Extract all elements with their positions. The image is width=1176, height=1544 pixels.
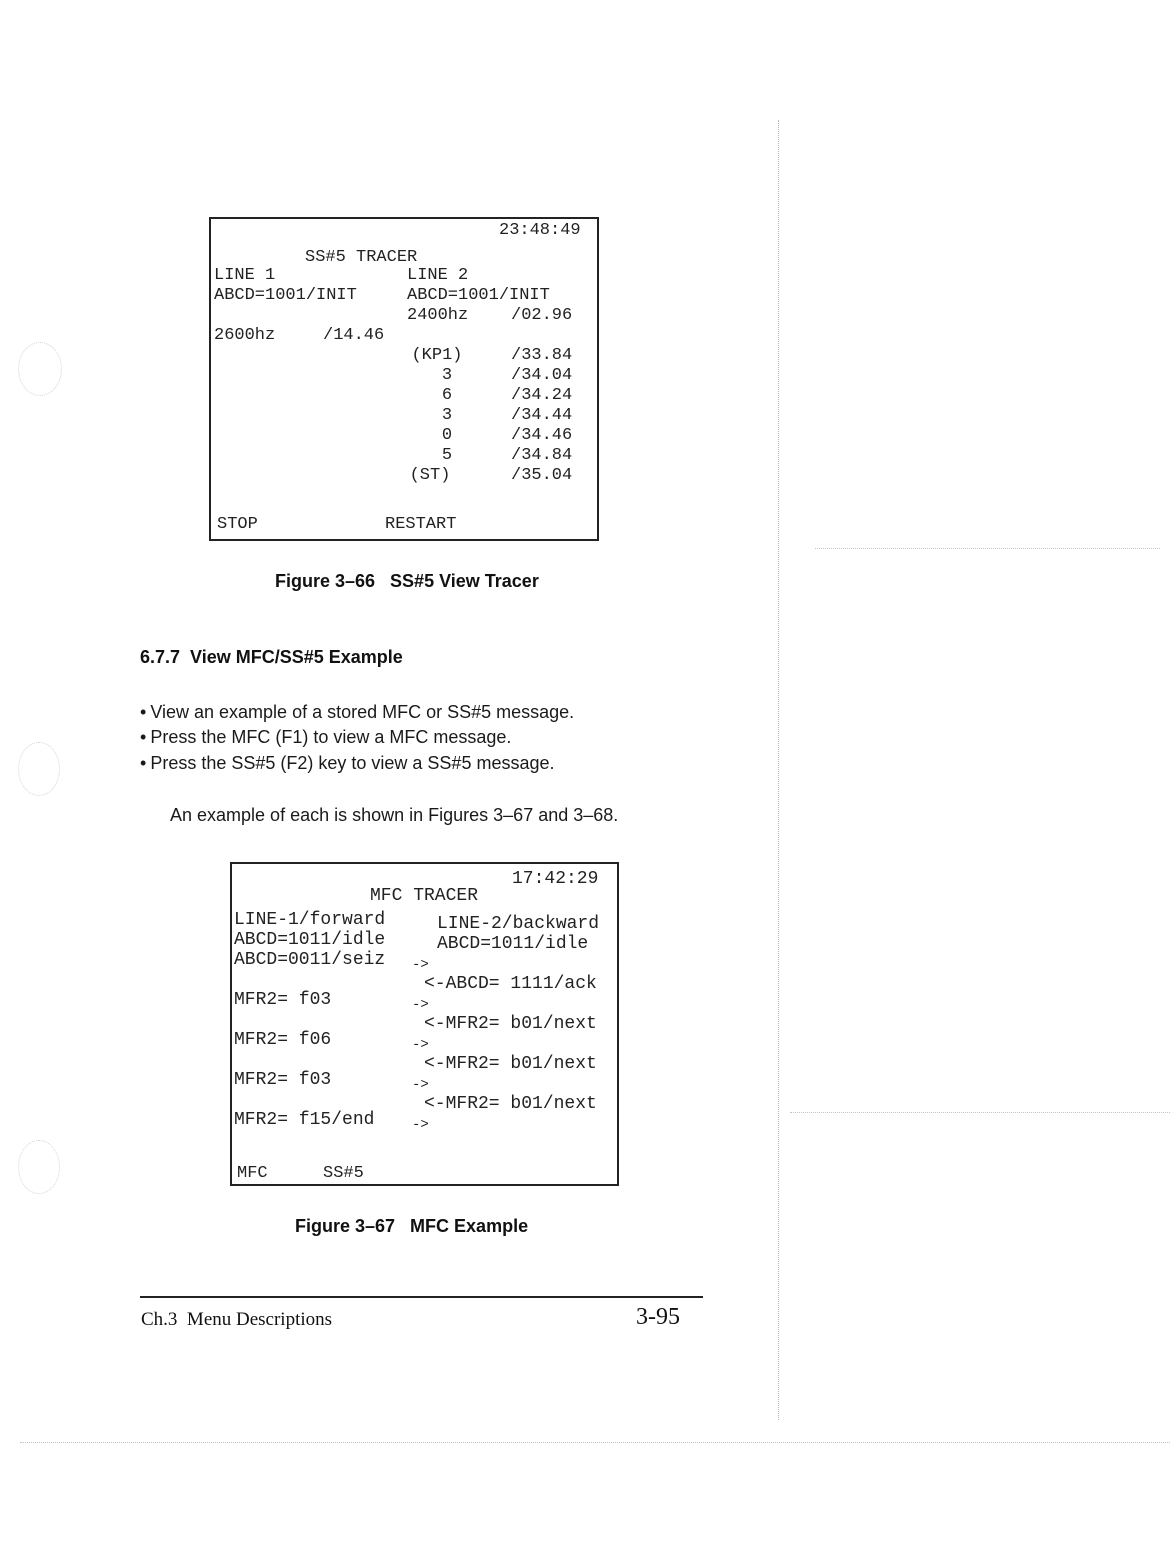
digit-time: /34.46 bbox=[511, 426, 573, 445]
line2-abcd: ABCD=1001/INIT bbox=[407, 286, 550, 305]
page-gutter-line bbox=[778, 120, 779, 1420]
clock-readout: 17:42:29 bbox=[512, 869, 599, 889]
line2-tone: 2400hz bbox=[407, 306, 469, 325]
line2-abcd: ABCD=1011/idle bbox=[437, 934, 589, 954]
digit-time: /33.84 bbox=[511, 346, 573, 365]
scan-dots bbox=[815, 548, 1160, 549]
forward-arrow: -> bbox=[412, 1037, 429, 1053]
forward-signal: MFR2= f03 bbox=[234, 990, 332, 1010]
page-number: 3-95 bbox=[636, 1304, 680, 1330]
punch-hole-mark bbox=[18, 1140, 60, 1194]
digit-label: 3 bbox=[441, 366, 453, 385]
digit-label: 3 bbox=[441, 406, 453, 425]
bullet-item bbox=[140, 753, 555, 774]
figure-caption: Figure 3–66 SS#5 View Tracer bbox=[275, 571, 539, 591]
forward-arrow: -> bbox=[412, 1077, 429, 1093]
forward-arrow: -> bbox=[412, 997, 429, 1013]
line2-header: LINE-2/backward bbox=[437, 914, 600, 934]
bullet-marker: • bbox=[140, 727, 147, 747]
footer-rule bbox=[140, 1296, 703, 1298]
restart-softkey[interactable]: RESTART bbox=[385, 515, 457, 534]
digit-time: /34.24 bbox=[511, 386, 573, 405]
bullet-item bbox=[140, 702, 574, 723]
clock-readout: 23:48:49 bbox=[499, 221, 581, 240]
line2-header: LINE 2 bbox=[407, 266, 469, 285]
screen-title: SS#5 TRACER bbox=[305, 248, 418, 267]
line2-tone-time: /02.96 bbox=[511, 306, 573, 325]
backward-signal: <-MFR2= b01/next bbox=[424, 1014, 597, 1034]
backward-signal: <-MFR2= b01/next bbox=[424, 1094, 597, 1114]
bullet-marker: • bbox=[140, 702, 147, 722]
seize-signal: ABCD=0011/seiz bbox=[234, 950, 386, 970]
mfc-tracer-screen bbox=[230, 862, 619, 1186]
digit-time: /34.44 bbox=[511, 406, 573, 425]
bullet-marker: • bbox=[140, 753, 147, 773]
bullet-text: Press the MFC (F1) to view a MFC message. bbox=[150, 727, 512, 747]
bullet-item bbox=[140, 727, 511, 748]
digit-time: /34.84 bbox=[511, 446, 573, 465]
punch-hole-mark bbox=[18, 342, 62, 396]
figure-caption: Figure 3–67 MFC Example bbox=[295, 1216, 529, 1236]
line1-tone: 2600hz bbox=[214, 326, 276, 345]
forward-arrow: -> bbox=[412, 957, 429, 973]
line1-tone-time: /14.46 bbox=[323, 326, 385, 345]
screen-title: MFC TRACER bbox=[370, 886, 479, 906]
digit-time: /34.04 bbox=[511, 366, 573, 385]
line1-abcd: ABCD=1001/INIT bbox=[214, 286, 357, 305]
ack-signal: <-ABCD= 1111/ack bbox=[424, 974, 597, 994]
mfc-softkey[interactable]: MFC bbox=[237, 1164, 268, 1183]
forward-signal: MFR2= f06 bbox=[234, 1030, 332, 1050]
digit-label: 6 bbox=[441, 386, 453, 405]
bullet-text: View an example of a stored MFC or SS#5 message. bbox=[150, 702, 575, 722]
backward-signal: <-MFR2= b01/next bbox=[424, 1054, 597, 1074]
digit-label: (ST) bbox=[409, 466, 451, 485]
punch-hole-mark bbox=[18, 742, 60, 796]
line1-header: LINE-1/forward bbox=[234, 910, 386, 930]
forward-signal: MFR2= f03 bbox=[234, 1070, 332, 1090]
bullet-text: Press the SS#5 (F2) key to view a SS#5 message. bbox=[150, 753, 555, 773]
line1-header: LINE 1 bbox=[214, 266, 276, 285]
digit-label: 5 bbox=[441, 446, 453, 465]
digit-time: /35.04 bbox=[511, 466, 573, 485]
ss5-softkey[interactable]: SS#5 bbox=[323, 1164, 364, 1183]
scan-dots bbox=[790, 1112, 1170, 1113]
digit-label: 0 bbox=[441, 426, 453, 445]
scan-dots bbox=[20, 1442, 1170, 1443]
section-paragraph: An example of each is shown in Figures 3–67 and 3–68. bbox=[170, 805, 619, 825]
digit-label: (KP1) bbox=[411, 346, 463, 365]
line1-abcd: ABCD=1011/idle bbox=[234, 930, 386, 950]
footer-chapter: Ch.3 Menu Descriptions bbox=[141, 1309, 333, 1330]
forward-signal: MFR2= f15/end bbox=[234, 1110, 375, 1130]
forward-arrow: -> bbox=[412, 1117, 429, 1133]
stop-softkey[interactable]: STOP bbox=[217, 515, 258, 534]
section-heading: 6.7.7 View MFC/SS#5 Example bbox=[140, 647, 403, 667]
ss5-tracer-screen bbox=[209, 217, 599, 541]
